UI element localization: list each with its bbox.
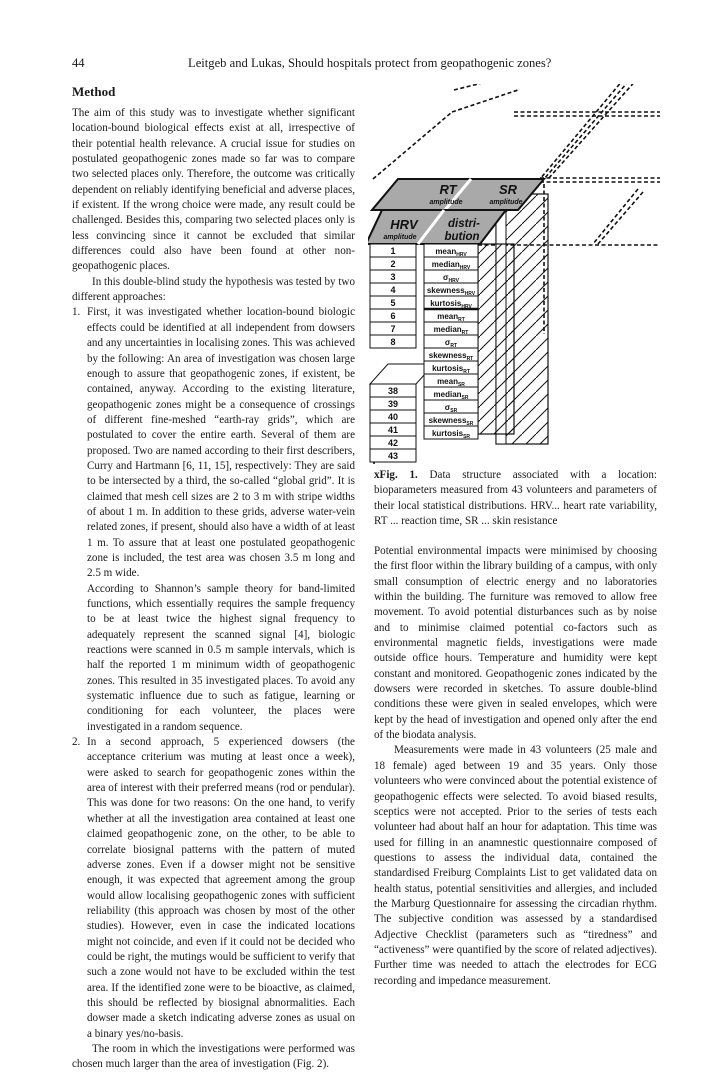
approach-item-1 — [72, 305, 355, 735]
svg-text:σHRV: $\sigma_{HRV}$ — [443, 273, 459, 284]
data-cube-diagram — [368, 84, 668, 464]
svg-text:kurtosisHRV: kurtosis$_{HRV}$ — [430, 299, 472, 310]
running-head — [72, 56, 662, 72]
svg-text:medianHRV: median$_{HRV}$ — [431, 260, 471, 271]
svg-text:skewnessHRV: skewness$_{HRV}$ — [426, 286, 476, 297]
svg-text:3: 3 — [390, 272, 396, 282]
volunteer-rows-top — [370, 244, 416, 348]
svg-text:4: 4 — [390, 285, 396, 295]
svg-text:39: 39 — [387, 399, 399, 409]
rt-label: RT — [439, 182, 457, 197]
distribution-sublabel: bution — [444, 231, 480, 243]
svg-text:kurtosisRT: kurtosis$_{RT}$ — [432, 364, 470, 375]
svg-text:38: 38 — [387, 386, 399, 396]
svg-text:skewnessRT: skewness$_{RT}$ — [428, 351, 474, 362]
distribution-parameters — [424, 244, 478, 440]
sr-sublabel: amplitude — [489, 199, 523, 206]
figure-label: xFig. 1. — [374, 469, 418, 481]
svg-text:meanSR: mean$_{SR}$ — [437, 377, 465, 388]
section-heading: Method — [72, 84, 116, 99]
svg-text:skewnessSR: skewness$_{SR}$ — [428, 416, 474, 427]
svg-text:42: 42 — [387, 438, 399, 448]
svg-text:40: 40 — [387, 412, 399, 422]
svg-text:7: 7 — [390, 324, 396, 334]
distribution-label: distri- — [448, 218, 480, 230]
approach-1-paragraph-2: According to Shannon’s sample theory for band-limited functions, which essentially requires the sample frequency to be at least twice the highest signal frequency to adequately represent the scanned signal [4], biologic reactions were scanned in 0.5 m sample intervals, which is half the reported 1 m minimum width of geopathogenic zones. This resulted in 35 investigated places. To avoid any systematic influence due to such as fatigue, learning or conditioning for each volunteer, the places were investigated in a random sequence. — [87, 582, 355, 733]
hrv-label: HRV — [390, 217, 418, 232]
figure-data-structure — [368, 84, 668, 464]
figure-caption — [374, 468, 657, 529]
approach-item-2 — [72, 735, 355, 1042]
approach-2-paragraph-1: In a second approach, 5 experienced dowsers (the acceptance criterium was muting at least once a week), were asked to search for geopathogenic zones within the area of interest with their preferred means (rod or pendular). This was done for two reasons: On the one hand, to verify whether at all the investigation area contained at least one claimed geopathogenic zone, on the other, to be able to correlate biosignal patterns with the pattern of muted adverse zones. Even if a dowser might not be sensitive enough, it was expected that agreement among the group would allow localising geopathogenic zones with sufficient reliability (this approach was chosen by most of the other studies). However, even in case the indicated locations might not coincide, and even if it could not be decided who could be right, the mutings would be sufficient to verify that such a zone would not have to be excluded within the test area. If the identified zone were to be bioactive, as claimed, this should be reflected by biosignal abnormalities. Each dowser made a sketch indicating adverse zones as usual on a binary yes/no-basis. — [87, 736, 355, 1040]
svg-text:σRT: $\sigma_{RT}$ — [444, 338, 458, 349]
paragraph-hypothesis: In this double-blind study the hypothesis was tested by two different approaches: — [72, 275, 355, 304]
sr-label: SR — [498, 182, 518, 197]
svg-text:43: 43 — [387, 451, 399, 461]
paragraph-measurements: Measurements were made in 43 volunteers (25 male and 18 female) aged between 19 and 35 years. Only those volunteers who were convinced about the potential existence of geopathogenic effects were selected. To avoid biased results, sceptics were not accepted. Prior to the series of tests each volunteer had about half an hour for adaptation. This time was used for filling in an anamnestic questionnaire composed of questions to assess the individual data, contained the standardised Freiburg Complaints List to get validated data on health status, potential sensitivities and allergies, and included the Marburg Questionnaire for assessing the circadian rhythm. The subjective condition was assessed by a standardised Adjective Checklist (parameters such as “tiredness” and “activeness” were quantified by the score of related adjectives). Further time was needed to attach the electrodes for ECG recording and impedance measurement. — [374, 744, 657, 987]
approach-number: 1. — [72, 306, 81, 319]
paragraph-aim: The aim of this study was to investigate whether significant location-bound biological effects exist at all, irrespective of their potential health relevance. A crucial issue for studies on postulated geopathogenic zones made so far was to compare two selected places only. Therefore, the outcome was critically dependent on reliably identifying beneficial and adverse places, if existent. If the wrong choice were made, any result could be challenged. Besides this, comparing two selected places only is less convincing since it cannot be excluded that similar differences could also have been found at other non-geopathogenic places. — [72, 107, 355, 273]
caption-text: Data structure associated with a location: bioparameters measured from 43 volunteers and parameters of their local statistical distributions. HRV... heart rate variability, RT ... reaction time, SR ... skin resistance — [374, 469, 657, 528]
page-number: 44 — [72, 56, 85, 70]
rt-sublabel: amplitude — [429, 199, 463, 206]
svg-text:8: 8 — [390, 337, 396, 347]
right-column — [374, 544, 657, 989]
svg-text:1: 1 — [390, 246, 396, 256]
svg-text:σSR: $\sigma_{SR}$ — [444, 403, 458, 414]
svg-text:2: 2 — [390, 259, 396, 269]
svg-text:6: 6 — [390, 311, 396, 321]
svg-text:meanRT: mean$_{RT}$ — [437, 312, 465, 323]
svg-text:kurtosisSR: kurtosis$_{SR}$ — [431, 429, 471, 440]
hrv-sublabel: amplitude — [383, 234, 417, 241]
approach-1-paragraph-1: First, it was investigated whether location-bound biologic effects could be identified at all independent from dowsers and any uncertainties in localising zones. This was achieved by the following: An area of investigation was chosen large enough to assure that geopathogenic zones, if existent, be contained, anyway. According to the existing literature, geopathogenic zones might be a consequence of crossings of different fine-meshed “earth-ray grids”, which are postulated to cover the entire earth. Several of them are proposed. Two are named according to their first describers, Curry and Hartmann [6, 11, 15], respectively: They are said to be intersected by a third, the so-called “global grid”. It is claimed that mesh cell sizes are 2 to 3 m with stripe widths of about 1 m. In addition to these grids, adverse water-vein related zones, if present, should also have a width of at least 1 m. To assure that at least one postulated geopathogenic zone is included, the test area was chosen 3.5 m long and 2.5 m wide. — [87, 306, 355, 580]
svg-text:medianRT: median$_{RT}$ — [433, 325, 469, 336]
running-title: Leitgeb and Lukas, Should hospitals protect from geopathogenic zones? — [188, 56, 552, 70]
left-column — [72, 84, 355, 1073]
svg-text:5: 5 — [390, 298, 396, 308]
approaches-list — [72, 305, 355, 1042]
svg-text:medianSR: median$_{SR}$ — [433, 390, 469, 401]
paragraph-environment: Potential environmental impacts were minimised by choosing the first floor within the library building of a campus, with only small consumption of electric energy and no laboratories within the building. The furniture was removed to allow free movement. To avoid potential disturbances such as by noise and to minimise claimed potential co-factors such as environmental magnetic fields, investigations were made outside office hours. Temperature and humidity were kept constant and monitored. Geopathogenic zones indicated by the dowsers were recorded in sketches. To assure double-blind conditions these were given in sealed envelopes, which were kept by the head of investigation and opened only after the end of the biodata analysis. — [374, 545, 657, 742]
svg-text:meanHRV: mean$_{HRV}$ — [435, 247, 467, 258]
svg-text:41: 41 — [387, 425, 399, 435]
paragraph-room: The room in which the investigations were performed was chosen much larger than the area of investigation (Fig. 2). — [72, 1042, 355, 1071]
approach-number: 2. — [72, 736, 81, 749]
